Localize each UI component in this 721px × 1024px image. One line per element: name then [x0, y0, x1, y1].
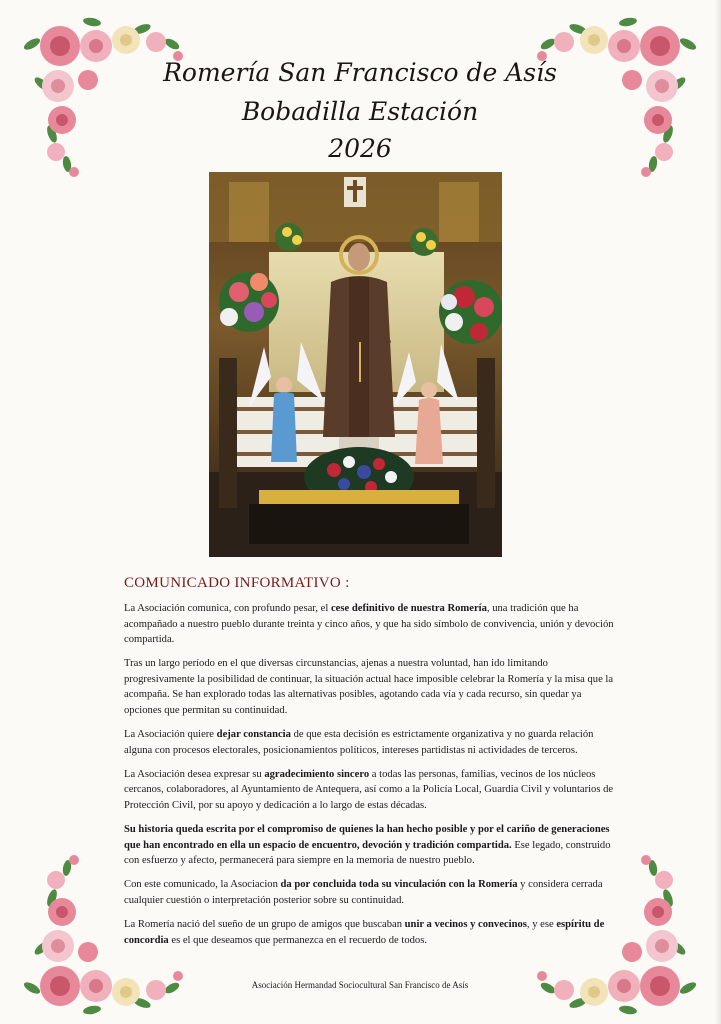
paragraph-text: , y ese — [526, 919, 557, 931]
saint-statue-photo — [209, 172, 502, 557]
paragraph-emphasis: da por concluida toda su vinculación con la Romería — [280, 879, 518, 891]
paragraph-6 — [124, 877, 621, 908]
paragraph-text: La Romería nació del sueño de un grupo de amigos que buscaban — [124, 919, 405, 931]
paragraph-3 — [124, 727, 621, 758]
paragraph-text: La Asociación quiere — [124, 729, 217, 741]
paragraph-text: y considera cerrada cualquier cuestión o interpretación posterior sobre su continuidad. — [124, 879, 603, 906]
poster-subtitle: Bobadilla Estación — [241, 97, 479, 126]
communique-heading: COMUNICADO INFORMATIVO : — [124, 575, 350, 591]
paragraph-text: , una tradición que ha acompañado a nuestro pueblo durante treinta y cinco años, y que ha sido símbolo de convivencia, unión y devoción compartida. — [124, 603, 614, 646]
paragraph-text: Ese legado, construido con esfuerzo y afecto, permanecerá para siempre en la memoria de nuestro pueblo. — [124, 839, 611, 867]
paragraph-1 — [124, 601, 621, 648]
paragraph-4 — [124, 767, 621, 814]
association-signature: Asociación Hermandad Sociocultural San Francisco de Asís — [251, 980, 469, 990]
paragraph-7 — [124, 917, 621, 948]
paragraph-text: Con este comunicado, la Asociacion — [124, 879, 281, 891]
paragraph-text: Tras un largo período en el que diversas circunstancias, ajenas a nuestra voluntad, han ido limitando progresivamente la posibilidad de continuar, la situación actual hace imposible celebrar la Romería y la misa que la acompaña. Se han explorado todas las alternativas posibles, agotando cada vía y cada recurso, sin quedar ya opciones que permitan su continuidad. — [124, 658, 614, 717]
poster-year: 2026 — [328, 134, 392, 163]
poster-title: Romería San Francisco de Asís — [163, 58, 557, 87]
paragraph-emphasis: unir a vecinos y convecinos — [404, 919, 527, 931]
paragraph-text: La Asociación comunica, con profundo pesar, el — [124, 603, 331, 614]
communique-body — [124, 601, 621, 957]
paragraph-5 — [124, 822, 621, 869]
paragraph-emphasis: dejar constancia — [216, 729, 291, 741]
paragraph-text: es el que deseamos que permanezca en el recuerdo de todos. — [168, 934, 427, 946]
paragraph-2 — [124, 656, 621, 718]
paragraph-text: de que esta decisión es estrictamente organizativa y no guarda relación alguna con procesos electorales, posicionamientos políticos, intereses partidistas ni actividades de terceros. — [124, 729, 594, 756]
paragraph-emphasis: agradecimiento sincero — [264, 768, 370, 780]
page-edge — [715, 0, 721, 1024]
paragraph-text: a todas las personas, familias, vecinos de los núcleos cercanos, colaboradores, al Ayuntamiento de Antequera, así como a la Policía Local, Guardia Civil y voluntarios de Protección Civil, por su apoyo y dedicación a lo largo de estas décadas. — [124, 768, 614, 812]
paragraph-text: La Asociación desea expresar su — [124, 768, 265, 780]
paragraph-emphasis: cese definitivo de nuestra Romería — [330, 603, 487, 614]
paragraph-emphasis: Su historia queda escrita por el compromiso de quienes la han hecho posible y por el cariño de generaciones que han encontrado en ella un espacio de encuentro, devoción y tradición compartida. — [124, 824, 610, 851]
paragraph-emphasis: espíritu de concordia — [124, 919, 605, 946]
